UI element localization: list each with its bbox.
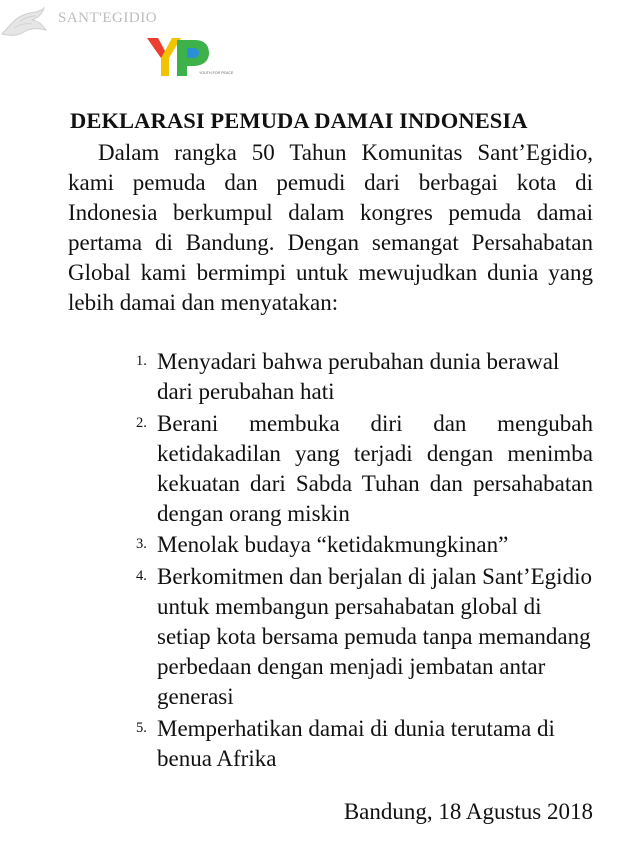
list-item <box>136 714 593 774</box>
yp-letter-p-counter <box>187 48 199 58</box>
place-date-signature: Bandung, 18 Agustus 2018 <box>343 799 593 824</box>
point-number: 3. <box>136 536 147 553</box>
yp-tagline: YOUTH FOR PEACE <box>199 71 234 75</box>
list-item <box>136 530 593 560</box>
list-item <box>136 562 593 712</box>
point-number: 2. <box>136 414 147 431</box>
document-title: DEKLARASI PEMUDA DAMAI INDONESIA <box>70 108 528 133</box>
intro-paragraph: Dalam rangka 50 Tahun Komunitas Sant’Egidio, kami pemuda dan pemudi dari berbagai kota di Indonesia berkumpul dalam kongres pemuda damai pertama di Bandung. Dengan semangat Persahabatan Global kami bermimpi untuk mewujudkan dunia yang lebih damai dan menyatakan: <box>68 140 593 315</box>
point-text: Menolak budaya “ketidakmungkinan” <box>157 532 509 558</box>
point-text: Menyadari bahwa perubahan dunia berawal dari perubahan hati <box>157 349 560 404</box>
youth-for-peace-logo <box>147 38 234 78</box>
point-number: 5. <box>136 719 147 736</box>
list-item <box>136 347 593 407</box>
declaration-points <box>136 347 593 776</box>
point-text: Memperhatikan damai di dunia terutama di benua Afrika <box>157 715 555 771</box>
list-item <box>136 409 593 529</box>
point-text: Berkomitmen dan berjalan di jalan Sant’Egidio untuk membangun persahabatan global di setiap kota bersama pemuda tanpa memandang perbedaan dengan menjadi jembatan antar generasi <box>157 564 592 709</box>
dove-icon <box>0 4 50 38</box>
point-number: 1. <box>136 353 147 369</box>
yp-letter-y-accent <box>147 38 165 58</box>
org-name: SANT'EGIDIO <box>58 9 158 26</box>
santegidio-logo <box>0 4 157 38</box>
point-number: 4. <box>136 568 147 585</box>
point-text: Berani membuka diri dan mengubah ketidakadilan yang terjadi dengan menimba kekuatan dari Sabda Tuhan dan persahabatan dengan orang miskin <box>157 410 593 526</box>
